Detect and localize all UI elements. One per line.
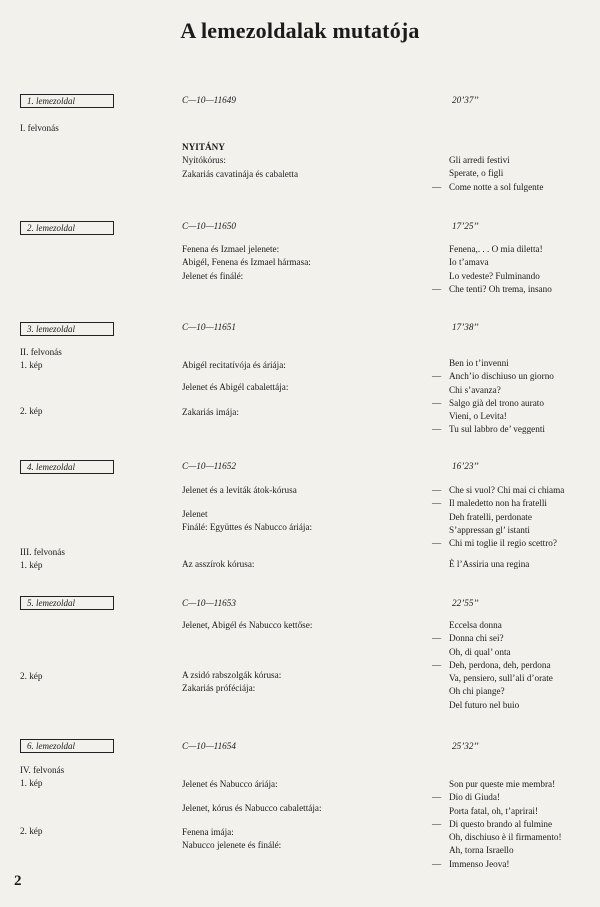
entry: Zakariás cavatinája és cabaletta — [182, 168, 299, 179]
side-5-scene-2: 2. kép — [20, 671, 43, 681]
incipit: — Immenso Jeova! — [432, 858, 510, 869]
side-6-duration: 25’32’’ — [452, 741, 479, 751]
side-2-incipits — [432, 243, 552, 296]
side-3-code: C—10—11651 — [182, 322, 236, 332]
incipit: S’appressan gl’ istanti — [449, 524, 530, 535]
incipit: Eccelsa donna — [449, 620, 502, 630]
side-4-incipit-last: È l’Assiria una regina — [449, 559, 530, 569]
incipit: Lo vedeste? Fulminando — [449, 270, 540, 281]
incipit: Sperate, o figli — [449, 168, 504, 179]
side-2-entries — [182, 243, 311, 283]
entry: Fenena és Izmael jelenete: — [182, 244, 280, 254]
incipit: — Che si vuol? Chi mai ci chiama — [432, 485, 565, 495]
side-5-label: 5. lemezoldal — [20, 596, 114, 610]
incipit: Son pur queste mie membra! — [449, 779, 556, 789]
incipit: Gli arredi festivi — [449, 155, 510, 165]
side-4-incipits — [432, 484, 565, 550]
side-3-scene-2: 2. kép — [20, 406, 43, 416]
side-5-code: C—10—11653 — [182, 598, 236, 608]
side-5-entry-2: A zsidó rabszolgák kórusa: — [182, 670, 282, 680]
side-4-entry-3: Finálé: Együttes és Nabucco áriája: — [182, 522, 313, 532]
side-6-act: IV. felvonás — [20, 765, 65, 775]
side-4-label: 4. lemezoldal — [20, 460, 114, 474]
side-4-entry-1: Jelenet és a leviták átok-kórusa — [182, 485, 297, 495]
side-1-label: 1. lemezoldal — [20, 94, 114, 108]
side-5-duration: 22’55’’ — [452, 598, 479, 608]
side-2-label: 2. lemezoldal — [20, 221, 114, 235]
incipit: Ben io t’invenni — [449, 358, 509, 368]
incipit: — Anch’io dischiuso un giorno — [432, 371, 554, 382]
incipit: — Di questo brando al fulmine — [432, 818, 553, 829]
incipit: — Tu sul labbro de’ veggenti — [432, 424, 545, 435]
incipit: — Come notte a sol fulgente — [432, 181, 544, 192]
incipit: — Dio di Giuda! — [432, 792, 501, 803]
side-2-duration: 17’25’’ — [452, 221, 479, 231]
side-3-scene-1: 1. kép — [20, 360, 43, 370]
side-4-entry-4: Az asszírok kórusa: — [182, 559, 255, 569]
side-5-entry-3: Zakariás próféciája: — [182, 683, 256, 693]
side-6-incipits — [432, 778, 562, 871]
side-3-entry-3: Zakariás imája: — [182, 407, 239, 417]
side-4-act: III. felvonás — [20, 547, 65, 557]
side-1-code: C—10—11649 — [182, 95, 236, 105]
incipit: Chi s’avanza? — [449, 384, 501, 395]
side-6-label: 6. lemezoldal — [20, 739, 114, 753]
side-6-scene-2: 2. kép — [20, 826, 43, 836]
incipit: Del futuro nel buio — [449, 699, 520, 710]
side-2-code: C—10—11650 — [182, 221, 236, 231]
side-6-scene-1: 1. kép — [20, 778, 43, 788]
side-6-entry-2: Jelenet, kórus és Nabucco cabalettája: — [182, 803, 322, 813]
incipit: Porta fatal, oh, t’aprirai! — [449, 805, 539, 816]
side-4-code: C—10—11652 — [182, 461, 236, 471]
side-1-act: I. felvonás — [20, 123, 59, 133]
incipit: Oh, di qual’ onta — [449, 646, 511, 657]
incipit: Vieni, o Levita! — [449, 411, 507, 422]
incipit: Oh, dischiuso è il firmamento! — [449, 832, 562, 843]
incipit: — Che tenti? Oh trema, insano — [432, 283, 552, 294]
entry: Abigél, Fenena és Izmael hármasa: — [182, 257, 311, 268]
entry: NYITÁNY — [182, 142, 225, 152]
side-6-entry-4: Nabucco jelenete és finálé: — [182, 840, 282, 850]
side-1-entries — [182, 141, 298, 181]
incipit: Deh fratelli, perdonate — [449, 511, 532, 522]
incipit: — Deh, perdona, deh, perdona — [432, 659, 551, 670]
incipit: Oh chi piange? — [449, 686, 505, 697]
side-5-entry-1: Jelenet, Abigél és Nabucco kettőse: — [182, 620, 313, 630]
entry: Jelenet és finálé: — [182, 270, 244, 281]
side-6-entry-3: Fenena imája: — [182, 827, 234, 837]
incipit: — Chi mi toglie il regio scettro? — [432, 538, 557, 549]
page-number: 2 — [14, 873, 22, 889]
side-3-incipits — [432, 357, 554, 437]
side-5-incipits — [432, 619, 553, 712]
side-4-duration: 16’23’’ — [452, 461, 479, 471]
side-3-label: 3. lemezoldal — [20, 322, 114, 336]
side-4-scene-1: 1. kép — [20, 560, 43, 570]
side-3-act: II. felvonás — [20, 347, 62, 357]
incipit: Va, pensiero, sull’ali d’orate — [449, 673, 553, 684]
page-title: A lemezoldalak mutatója — [180, 18, 420, 43]
incipit: Ah, torna Israello — [449, 845, 514, 856]
side-3-entry-2: Jelenet és Abigél cabalettája: — [182, 382, 289, 392]
incipit: Io t’amava — [449, 257, 489, 268]
side-1-duration: 20’37’’ — [452, 95, 479, 105]
incipit: — Donna chi sei? — [432, 633, 504, 644]
incipit: — Il maledetto non ha fratelli — [432, 498, 547, 509]
entry: Nyitókórus: — [182, 155, 226, 166]
side-3-duration: 17’38’’ — [452, 322, 479, 332]
side-6-code: C—10—11654 — [182, 741, 236, 751]
side-4-entry-2: Jelenet — [182, 509, 208, 519]
incipit: — Salgo già del trono aurato — [432, 397, 544, 408]
side-6-entry-1: Jelenet és Nabucco áriája: — [182, 779, 278, 789]
side-1-incipits — [432, 154, 544, 194]
incipit: Fenena,. . . O mia diletta! — [449, 244, 543, 254]
side-3-entry-1: Abigél recitatívója és áriája: — [182, 360, 286, 370]
